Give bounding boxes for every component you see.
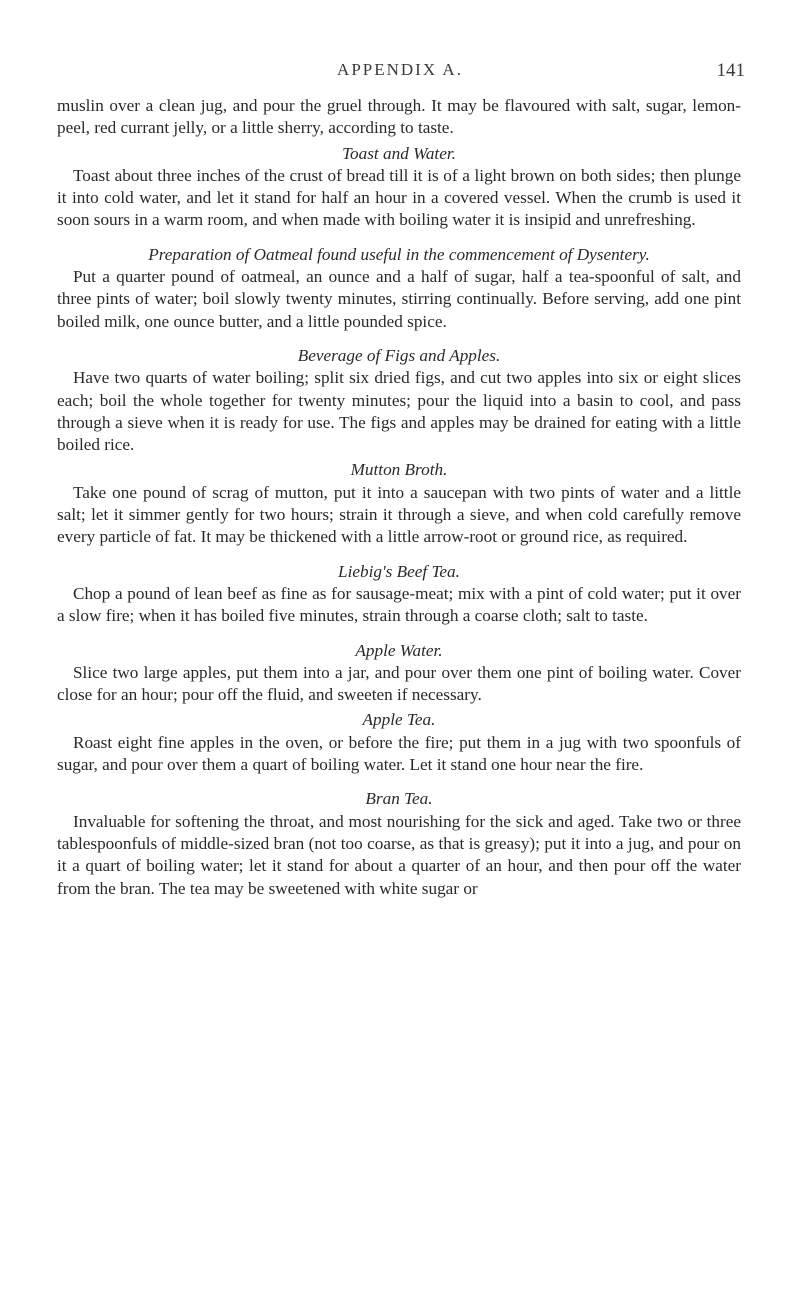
recipe-text: Put a quarter pound of oatmeal, an ounce and a half of sugar, half a tea-spoonful of salt, and three pints of water; boil slowly twenty minutes, stirring continually. Before serving, add one pint boiled milk, one ounce butter, and a little pounded spice. [57, 267, 741, 331]
recipe-title: Apple Tea. [362, 710, 436, 730]
recipe-text: Toast about three inches of the crust of bread till it is of a light brown on both sides; then plunge it into cold water, and let it stand for half an hour in a covered vessel. When the crumb is used it soon sours in a warm room, and when made with boiling water it is insipid and unrefreshing. [57, 165, 741, 230]
recipe-title: Beverage of Figs and Apples. [297, 345, 501, 365]
running-title: APPENDIX A. [337, 60, 463, 79]
recipe-title: Apple Water. [355, 640, 443, 660]
recipe-title: Preparation of Oatmeal found useful in the commencement of Dysentery. [148, 244, 650, 264]
recipe-bran-tea [57, 788, 741, 899]
recipe-text: Take one pound of scrag of mutton, put it into a saucepan with two pints of water and a little salt; let it simmer gently for two hours; strain it through a sieve, and when cold carefully remove every particle of fat. It may be thickened with a little arrow-root or ground rice, as required. [57, 482, 741, 547]
page-number: 141 [716, 60, 745, 81]
running-head [0, 60, 800, 86]
recipe-text: Have two quarts of water boiling; split six dried figs, and cut two apples into six or eight slices each; boil the whole together for twenty minutes; pour the liquid into a basin to cool, and pass through a sieve when it is ready for use. The figs and apples may be drained for eating with a little boiled rice. [57, 368, 741, 455]
recipe-mutton-broth [57, 459, 741, 548]
recipe-title: Bran Tea. [365, 789, 433, 809]
recipe-toast-and-water [57, 143, 741, 232]
recipe-beverage-figs-apples [57, 345, 741, 456]
recipe-title: Liebig's Beef Tea. [338, 561, 460, 581]
recipe-title: Mutton Broth. [350, 460, 448, 480]
body-text [57, 95, 741, 900]
recipe-title: Toast and Water. [342, 143, 456, 163]
recipe-apple-water [57, 640, 741, 707]
continuation-paragraph: muslin over a clean jug, and pour the gruel through. It may be flavoured with salt, sugar, lemon-peel, red currant jelly, or a little sherry, according to taste. [57, 96, 741, 138]
recipe-apple-tea [57, 709, 741, 776]
recipe-oatmeal-preparation [57, 244, 741, 333]
recipe-liebigs-beef-tea [57, 561, 741, 628]
recipe-text: Invaluable for softening the throat, and most nourishing for the sick and aged. Take two or three tablespoonfuls of middle-sized bran (not too coarse, as that is greasy); put it into a jug, and pour on it a quart of boiling water; let it stand for about a quarter of an hour, and then pour off the water from the bran. The tea may be sweetened with white sugar or [57, 811, 741, 898]
recipe-text: Slice two large apples, put them into a jar, and pour over them one pint of boiling water. Cover close for an hour; pour off the fluid, and sweeten if necessary. [57, 662, 741, 705]
recipe-text: Chop a pound of lean beef as fine as for sausage-meat; mix with a pint of cold water; put it over a slow fire; when it has boiled five minutes, strain through a coarse cloth; salt to taste. [57, 583, 741, 626]
recipe-text: Roast eight fine apples in the oven, or before the fire; put them in a jug with two spoonfuls of sugar, and pour over them a quart of boiling water. Let it stand one hour near the fire. [57, 732, 741, 775]
